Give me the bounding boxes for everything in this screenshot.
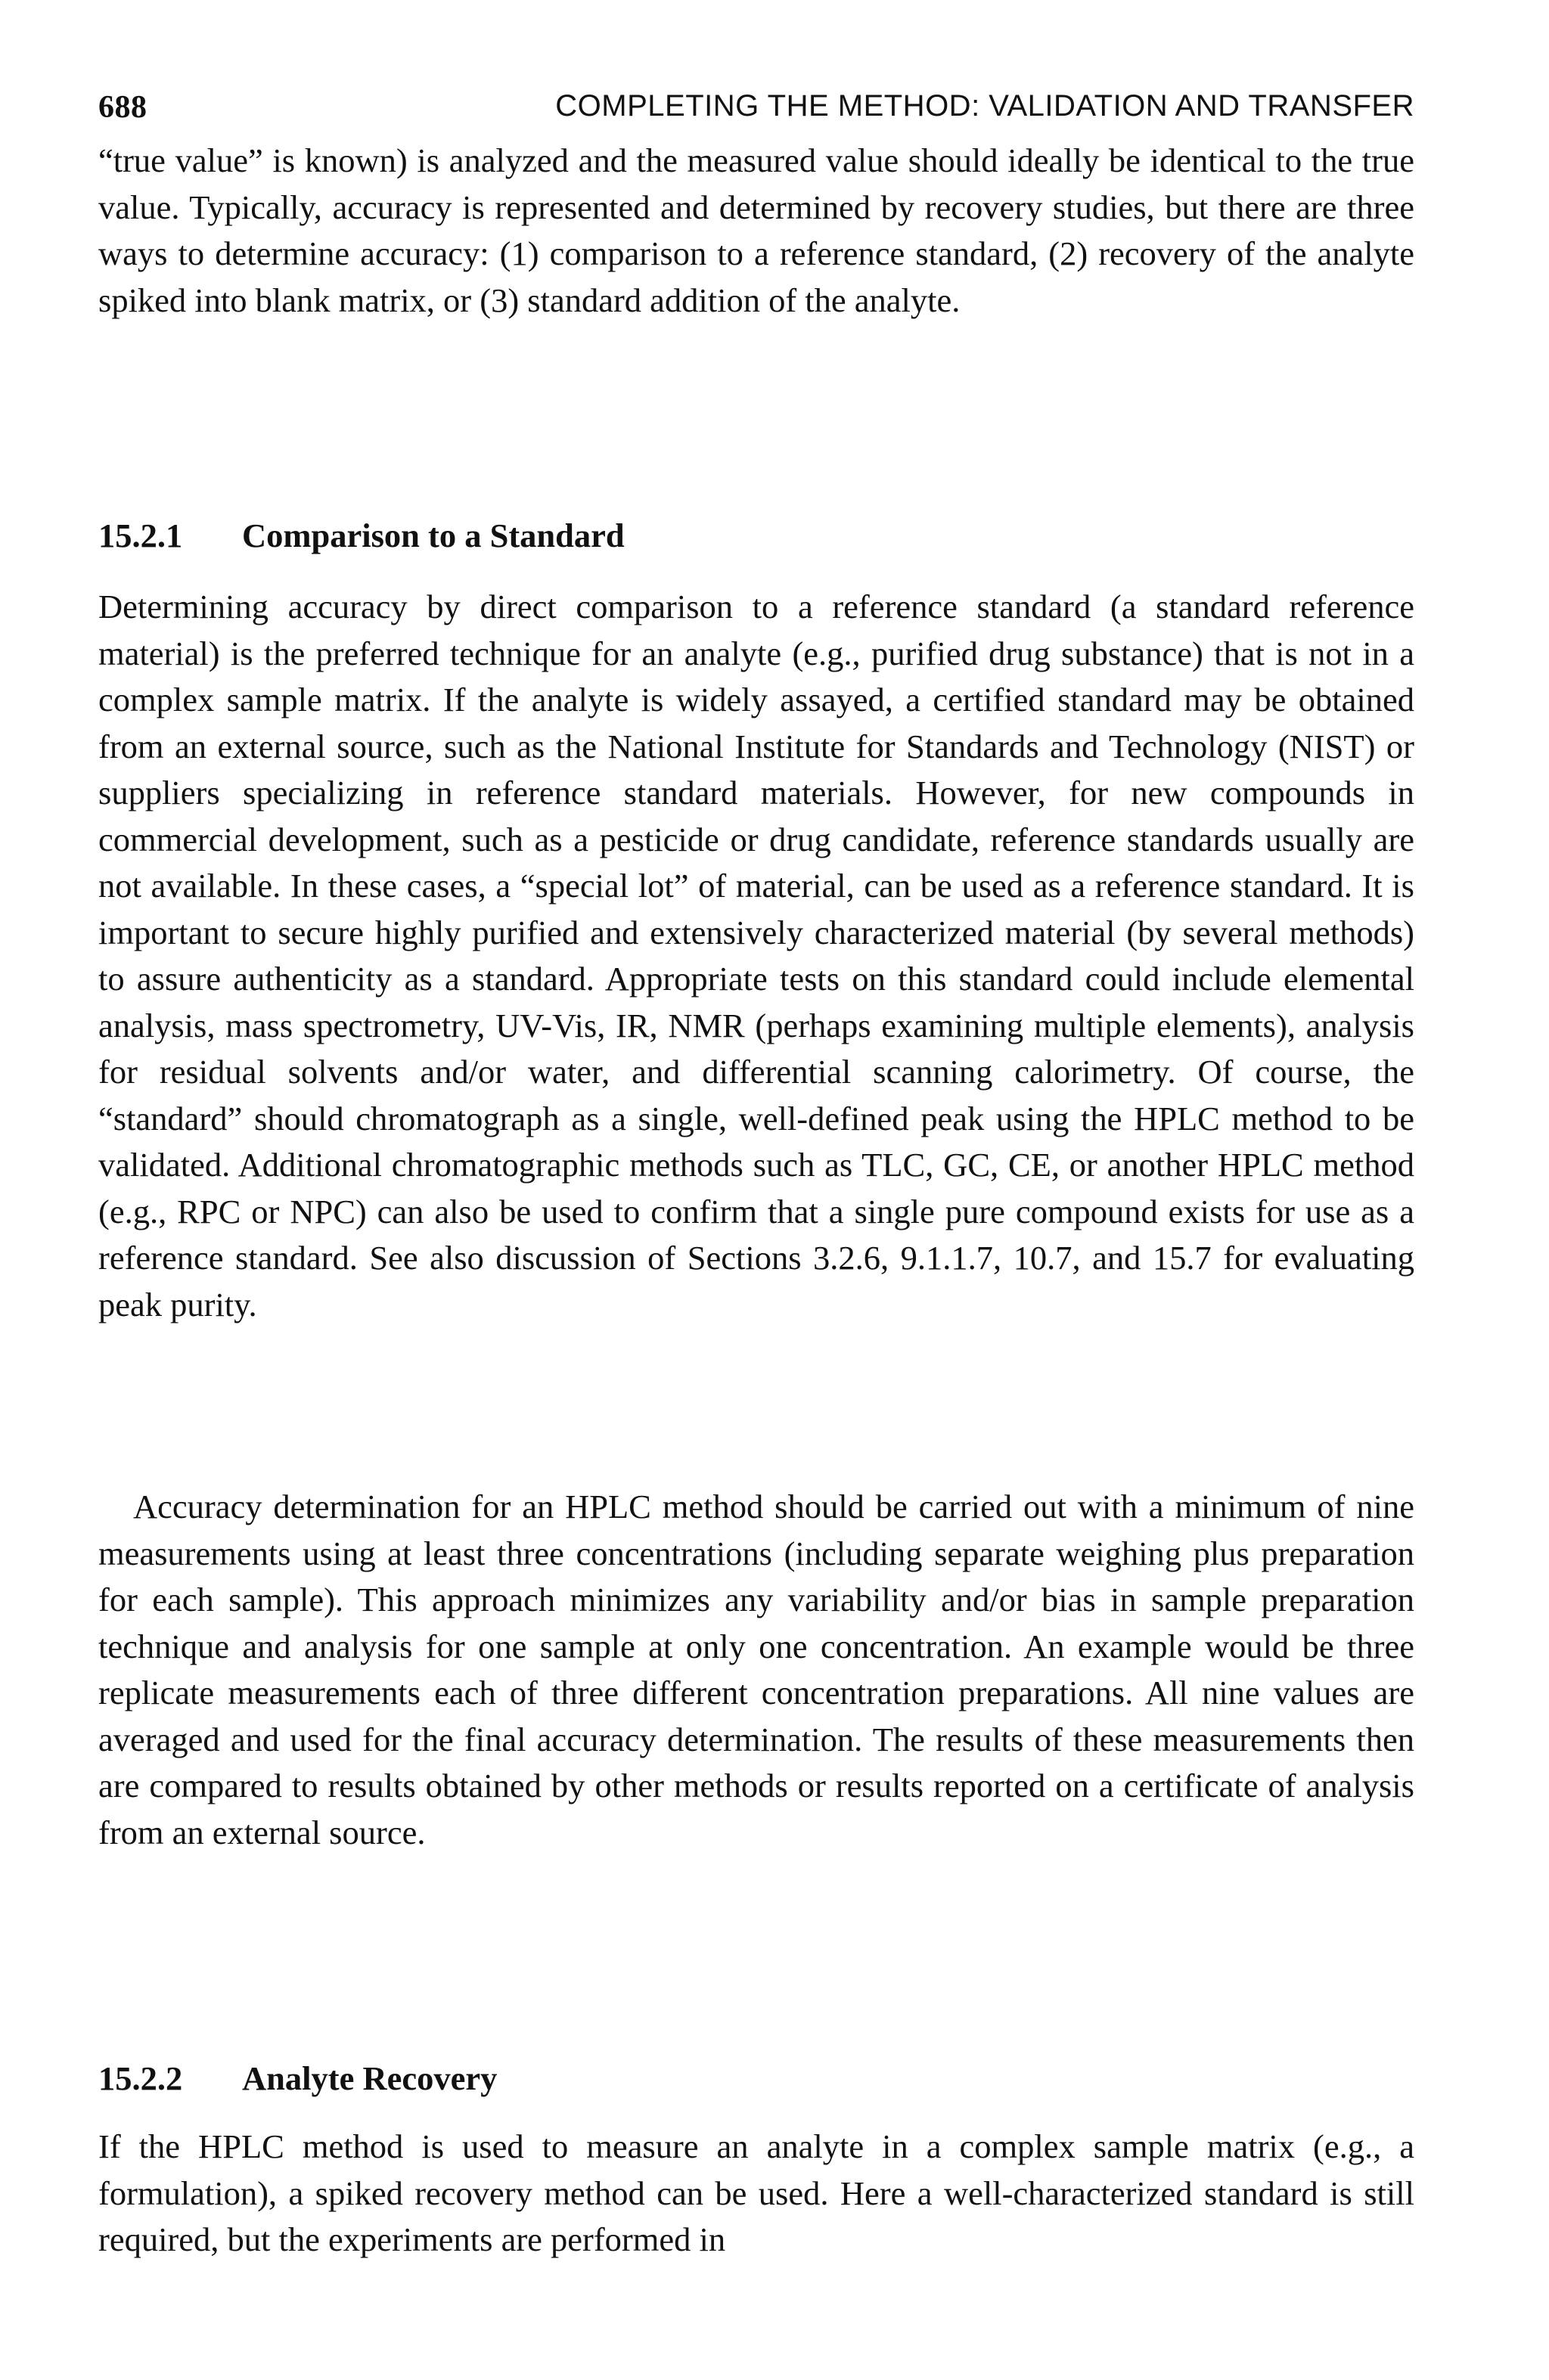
paragraph-comparison-1: Determining accuracy by direct comparison to a reference standard (a standard reference material) is the preferred technique for an analyte (e.g., purified drug substance) that is not in a complex sample matrix. If the analyte is widely assayed, a certified standard may be obtained from an external source, such as the National Institute for Standards and Technology (NIST) or suppliers specializing in reference standard materials. However, for new compounds in commercial development, such as a pesticide or drug candidate, reference standards usually are not available. In these cases, a “special lot” of material, can be used as a reference standard. It is important to secure highly purified and extensively characterized material (by several methods) to assure authenticity as a standard. Appropriate tests on this standard could include elemental analysis, mass spectrometry, UV-Vis, IR, NMR (perhaps examining multiple elements), analysis for residual solvents and/or water, and differential scanning calorimetry. Of course, the “standard” should chromatograph as a single, well-defined peak using the HPLC method to be validated. Additional chromatographic methods such as TLC, GC, CE, or another HPLC method (e.g., RPC or NPC) can also be used to confirm that a single pure compound exists for use as a reference standard. See also discussion of Sections 3.2.6, 9.1.1.7, 10.7, and 15.7 for evaluating peak purity. — [98, 588, 1414, 1323]
running-header — [98, 89, 1414, 135]
section-title: Comparison to a Standard — [242, 517, 625, 554]
page-number: 688 — [98, 90, 147, 125]
section-title: Analyte Recovery — [242, 2059, 498, 2097]
running-title: COMPLETING THE METHOD: VALIDATION AND TRANSFER — [555, 89, 1414, 123]
section-heading-15-2-1 — [98, 513, 1414, 558]
paragraph-recovery-1: If the HPLC method is used to measure an analyte in a complex sample matrix (e.g., a formulation), a spiked recovery method can be used. Here a well-characterized standard is still required, but the experiments are performed in — [98, 2127, 1414, 2258]
section-heading-15-2-2 — [98, 2056, 1414, 2101]
section-number: 15.2.1 — [98, 517, 183, 554]
paragraph-comparison-2: Accuracy determination for an HPLC method should be carried out with a minimum of nine measurements using at least three concentrations (including separate weighing plus preparation for each sample). This approach minimizes any variability and/or bias in sample preparation technique and analysis for one sample at only one concentration. An example would be three replicate measurements each of three different concentration preparations. All nine values are averaged and used for the final accuracy determination. The results of these measurements then are compared to results obtained by other methods or results reported on a certificate of analysis from an external source. — [98, 1488, 1414, 1851]
section-number: 15.2.2 — [98, 2059, 183, 2097]
paragraph-intro: “true value” is known) is analyzed and the measured value should ideally be identical to the true value. Typically, accuracy is represented and determined by recovery studies, but there are three ways to determine accuracy: (1) comparison to a reference standard, (2) recovery of the analyte spiked into blank matrix, or (3) standard addition of the analyte. — [98, 141, 1414, 319]
